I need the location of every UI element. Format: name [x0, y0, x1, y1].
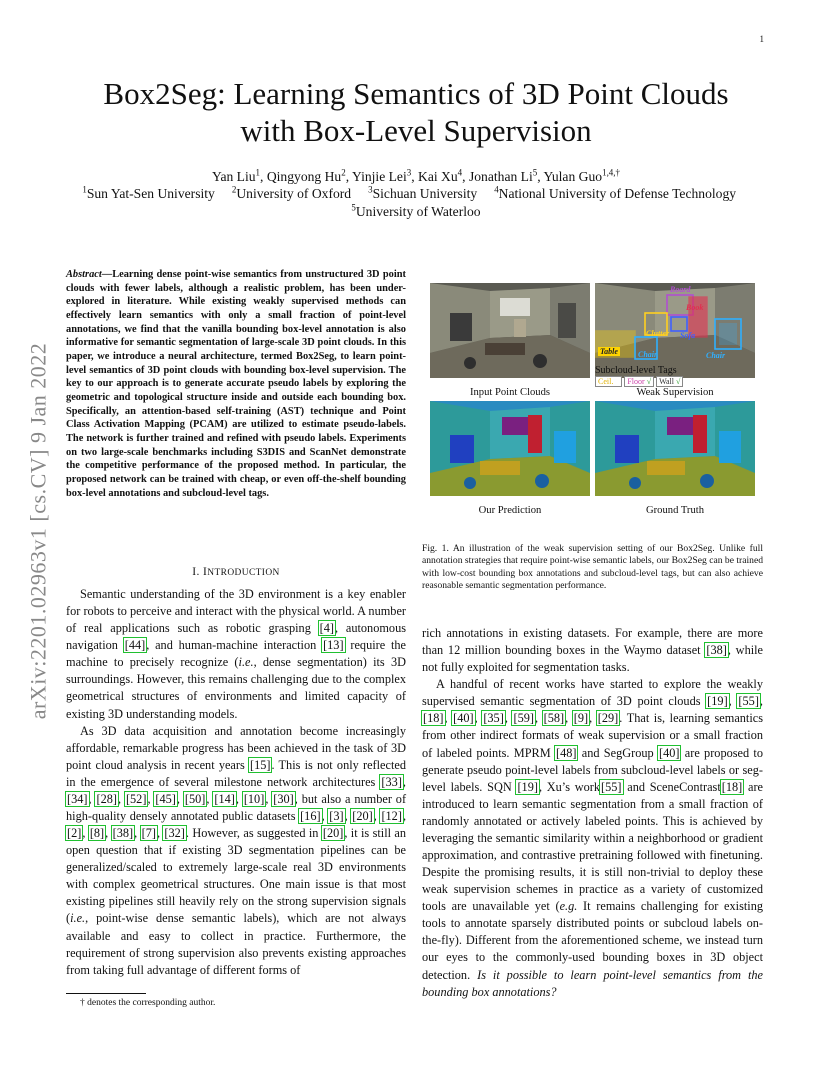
citation-link[interactable]: [55] — [601, 779, 622, 794]
italic-text: i.e. — [70, 911, 86, 926]
citation-link[interactable]: [4] — [319, 621, 335, 636]
abstract-label: Abstract — [66, 269, 102, 280]
figure-caption: Fig. 1. An illustration of the weak supervision setting of our Box2Seg. Unlike full annotation strategies that require point-wise semantic labels, our Box2Seg can be trained with low-cost bounding box annotations and subcloud-level tags, but can also achieve reasonable semantic segmentation performance. — [422, 543, 764, 592]
title-line-2: with Box-Level Supervision — [240, 112, 592, 148]
figure-1 — [430, 283, 760, 518]
citation-link[interactable]: [33] — [381, 774, 402, 789]
title-line-1: Box2Seg: Learning Semantics of 3D Point Clouds — [103, 76, 729, 111]
affiliation-sup: 2 — [231, 184, 237, 195]
citation-link[interactable]: [45] — [155, 791, 176, 806]
citation-link[interactable]: [14] — [214, 791, 235, 806]
citation-link[interactable]: [20] — [322, 826, 344, 841]
citation-link[interactable]: [18] — [423, 711, 444, 726]
citation-link[interactable]: [15] — [249, 757, 271, 772]
citation-link[interactable]: [12] — [381, 809, 402, 824]
citation-link[interactable]: [28] — [96, 791, 117, 806]
citation-link[interactable]: [52] — [125, 791, 147, 806]
citation-link[interactable]: [13] — [323, 638, 344, 653]
tag-ceil — [595, 376, 622, 387]
affiliation-name: University of Waterloo — [355, 204, 481, 220]
citation-link[interactable]: [50] — [184, 791, 206, 806]
section-heading — [66, 566, 406, 578]
section-name: INTRODUCTION — [203, 566, 280, 578]
author-sup: 4 — [457, 167, 463, 178]
citation-link[interactable]: [19] — [517, 779, 538, 794]
abstract-text: —Learning dense point-wise semantics from unstructured 3D point clouds with fewer labels, although a realistic problem, has been under-explored in literature. While existing weakly supervised methods can effectively learn semantics with only a small fraction of point-level annotations, we find that the vanilla bounding box-level annotation is also informative for semantic segmentation of large-scale 3D point clouds. In this paper, we introduce a neural architecture, termed Box2Seg, to learn point-level semantics of 3D point clouds with bounding box-level supervision. The key to our approach is to generate accurate pseudo labels by exploring the geometric and topological structure inside and outside each bounding box. Specifically, an attention-based self-training (AST) technique and Point Class Activation Mapping (PCAM) are utilized to estimate pseudo-labels. The network is further trained and refined with pseudo labels. Experiments on two large-scale benchmarks including S3DIS and ScanNet demonstrate the competitive performance of the proposed method. In particular, the proposed network can be trained with cheap, or even off-the-shelf bounding box-level annotations and subcloud-level tags. — [66, 269, 406, 499]
author-name: Qingyong Hu — [266, 169, 342, 184]
panel-our-prediction — [430, 401, 590, 496]
citation-link[interactable]: [20] — [352, 809, 373, 824]
citation-link[interactable]: [10] — [243, 791, 265, 806]
citation-link[interactable]: [35] — [483, 711, 504, 726]
box-label-chair: Chair — [706, 351, 726, 360]
affiliation-sup: 3 — [368, 184, 373, 195]
author-sup: 2 — [341, 167, 346, 178]
arxiv-watermark — [16, 296, 60, 766]
tag-name: Ceil. — [598, 377, 614, 386]
italic-text: i.e. — [238, 655, 254, 670]
tag-check: √ — [675, 377, 681, 386]
author-list: Yan Liu$^1$, Qingyong Hu$^2$, Yinjie Lei$^3$, Kai Xu$^4$, Jonathan Li$^5$, Yulan Guo$^{1,4,\dagger}$ — [211, 167, 621, 184]
panel-ground-truth — [595, 401, 755, 496]
citation-link[interactable]: [55] — [738, 694, 759, 709]
citation-link[interactable]: [2] — [67, 826, 82, 841]
citation-link[interactable]: [9] — [573, 711, 589, 726]
prediction-image — [430, 401, 590, 496]
tag-check: √ — [646, 377, 652, 386]
affiliation-name: Sichuan University — [372, 186, 478, 201]
label-weak-supervision: Weak Supervision — [636, 387, 714, 398]
citation-link[interactable]: [7] — [141, 826, 156, 841]
abstract — [66, 268, 406, 500]
affiliation-list — [60, 185, 772, 222]
footnote: † denotes the corresponding author. — [80, 998, 216, 1008]
author-name: Yulan Guo — [543, 169, 603, 184]
box-label-chair: Chair — [638, 350, 658, 359]
citation-link[interactable]: [40] — [453, 711, 474, 726]
citation-link[interactable]: [44] — [124, 638, 146, 653]
citation-link[interactable]: [34] — [67, 791, 88, 806]
citation-link[interactable]: [38] — [112, 826, 134, 841]
body-column-left — [66, 586, 406, 979]
subcloud-tags-row — [595, 376, 683, 387]
tag-name: Floor — [627, 377, 645, 386]
citation-link[interactable]: [3] — [329, 809, 344, 824]
body-column-right — [422, 625, 763, 1001]
affiliation-sup: 5 — [351, 202, 356, 213]
author-sup: 1,4,† — [602, 167, 621, 178]
author-name: Kai Xu — [418, 169, 458, 184]
page-number: 1 — [759, 34, 764, 44]
affiliation-sup: 1 — [82, 184, 87, 195]
tag-wall — [656, 376, 683, 387]
col2-paragraph: A handful of recent works have started to explore the weakly supervised semantic segmentation of 3D point clouds [19], [55], [18], [40], [35], [59], [58], [9], [29]. That is, learning semantics from other indirect formats of weak supervision or a small fraction of labeled points. MPRM [48] and SegGroup [40] are proposed to generate pseudo point-level labels from subcloud-level labels or seg-level labels. SQN [19], Xu’s work[55] and SceneContrast[18] are introduced to learn semantic segmentation from a small fraction of randomly annotated or actively labeled points. This is achieved by leveraging the semantic similarity within a neighborhood or gradient approximation, and contrastive pretraining followed with finetuning. Despite the promising results, it is still non-trivial to deploy these weak supervision schemes in practice as a variety of customized tools are unavailable yet (e.g. It remains challenging for existing tools to annotate sparsely distributed points or subcloud labels on-the-fly). Different from the aforementioned scheme, we instead turn our eyes to the commonly-used bounding boxes in 3D object detection. Is it possible to learn point-level semantics from the bounding box annotations? — [422, 677, 764, 999]
citation-link[interactable]: [29] — [597, 711, 619, 726]
citation-link[interactable]: [59] — [513, 711, 534, 726]
col2-paragraph: rich annotations in existing datasets. For example, there are more than 12 million bounding boxes in the Waymo dataset [38], while not fully exploited for segmentation tasks. — [422, 626, 764, 675]
italic-text: e.g. — [559, 899, 578, 914]
box-label-book: Book — [686, 303, 704, 312]
box-label-clutter: Clutter — [646, 329, 670, 338]
label-input-point-clouds: Input Point Clouds — [469, 387, 551, 398]
author-sup: 3 — [406, 167, 412, 178]
citation-link[interactable]: [38] — [706, 643, 727, 658]
author-name: Jonathan Li — [468, 169, 533, 184]
tag-name: Wall — [659, 377, 674, 386]
citation-link[interactable]: [58] — [543, 711, 565, 726]
citation-link[interactable]: [40] — [658, 745, 680, 760]
box-label-board: Board — [670, 285, 691, 294]
citation-link[interactable]: [48] — [555, 745, 577, 760]
citation-link[interactable]: [16] — [300, 809, 321, 824]
ground-truth-image — [595, 401, 755, 496]
box-label-table: Table — [600, 347, 618, 356]
citation-link[interactable]: [30] — [273, 791, 294, 806]
tag-floor — [624, 376, 654, 387]
author-name: Yinjie Lei — [352, 169, 407, 184]
paper-title — [60, 76, 772, 149]
affiliation-name: Sun Yat-Sen University — [86, 186, 215, 201]
author-name: Yan Liu — [211, 169, 256, 184]
col1-paragraph: As 3D data acquisition and annotation become increasingly affordable, remarkable progress has been achieved in the task of 3D point cloud analysis in recent years [15]. This is not only reflected in the emergence of several milestone network architectures [33], [34], [28], [52], [45], [50], [14], [10], [30], but also a number of high-quality densely annotated public datasets [16], [3], [20], [12], [2], [8], [38], [7], [32]. However, as suggested in [20], it is still an open question that if existing 3D segmentation pipelines can be generalized/scaled to extremely large-scale real 3D environments with complex geometrical structures. One main issue is that most existing pipelines still heavily rely on the strong supervision signals (i.e., point-wise dense semantic labels), which are not always available and easy to collect in practice. Furthermore, the requirement of strong supervision also prevents existing approaches from taking full advantage of different forms of — [66, 723, 407, 977]
col1-paragraph: Semantic understanding of the 3D environment is a key enabler for robots to perceive and interact with the physical world. A number of real applications such as robotic grasping [4], autonomous navigation [44], and human-machine interaction [13] require the machine to precisely recognize (i.e., dense segmentation) its 3D surroundings. However, this remains challenging due to the complex geometrical structures of environments and limited capacity of existing 3D understanding models. — [66, 587, 407, 721]
affiliation-sup: 4 — [494, 184, 499, 195]
subcloud-tags-title: Subcloud-level Tags — [595, 365, 677, 376]
affiliation-name: National University of Defense Technology — [498, 186, 737, 201]
input-point-cloud-image — [430, 283, 590, 378]
citation-link[interactable]: [19] — [707, 694, 728, 709]
panel-input-point-clouds — [430, 283, 590, 378]
section-number: I. — [192, 566, 204, 578]
citation-link[interactable]: [8] — [89, 826, 105, 841]
author-sup: 5 — [532, 167, 538, 178]
label-ground-truth: Ground Truth — [646, 505, 704, 516]
italic-text: Is it possible to learn point-level semantics from the bounding box annotations? — [422, 967, 764, 999]
citation-link[interactable]: [32] — [164, 826, 185, 841]
panel-weak-supervision — [595, 283, 755, 378]
tag-check — [615, 377, 619, 386]
author-sup: 1 — [255, 167, 261, 178]
weak-supervision-image — [595, 283, 755, 378]
affiliation-name: University of Oxford — [236, 186, 352, 201]
label-our-prediction: Our Prediction — [478, 505, 542, 516]
citation-link[interactable]: [18] — [721, 779, 743, 794]
box-label-sofa: Sofa — [680, 331, 696, 340]
arxiv-id: arXiv:2201.02963v1 [cs.CV] 9 Jan 2022 — [25, 342, 51, 720]
footnote-rule — [66, 993, 146, 994]
